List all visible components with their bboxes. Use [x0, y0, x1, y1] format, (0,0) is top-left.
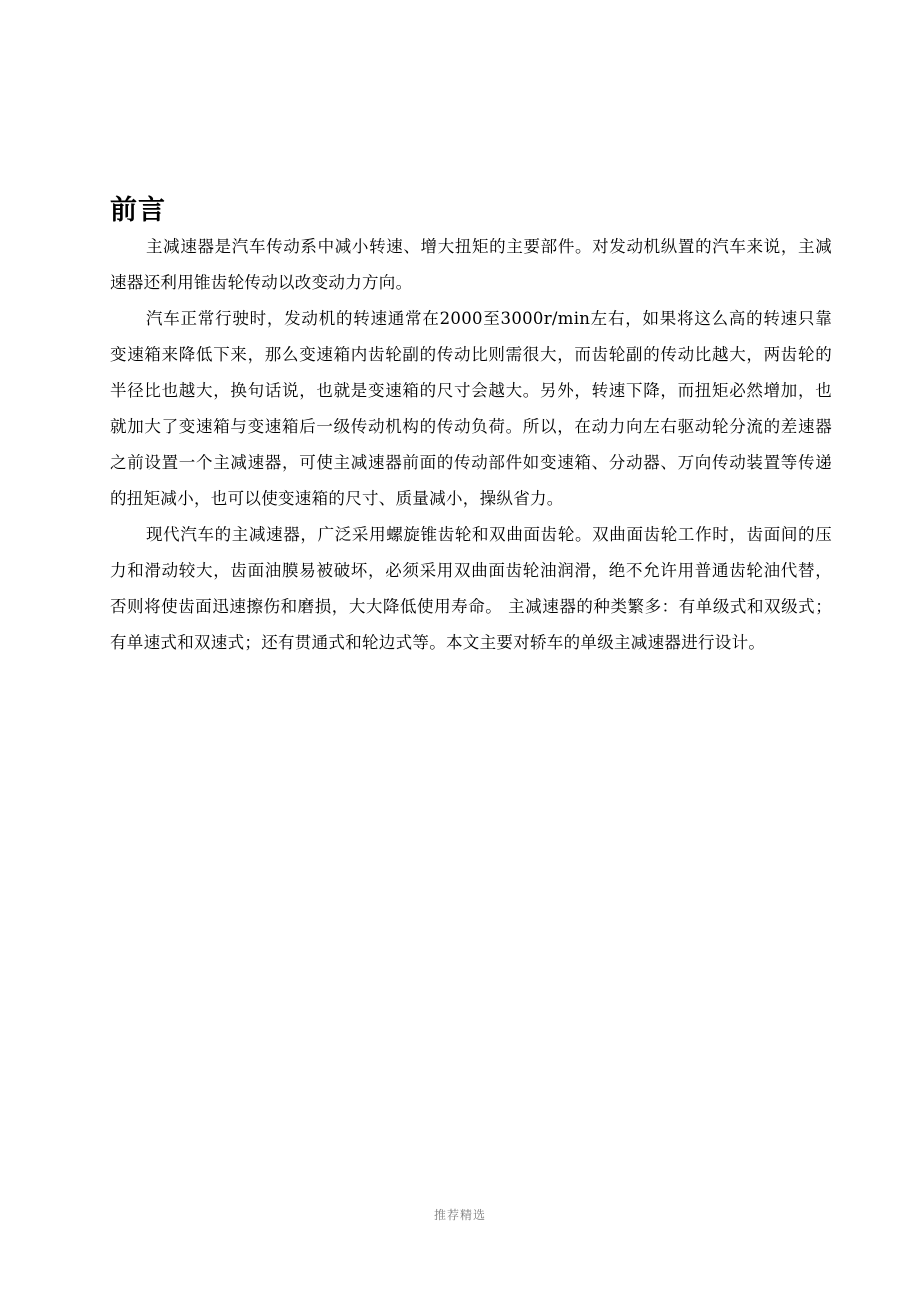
- paragraph-2: 汽车正常行驶时，发动机的转速通常在2000至3000r/min左右，如果将这么高的转速只靠变速箱来降低下来，那么变速箱内齿轮副的传动比则需很大，而齿轮副的传动比越大，两齿轮的半径比也越大，换句话说，也就是变速箱的尺寸会越大。另外，转速下降，而扭矩必然增加，也就加大了变速箱与变速箱后一级传动机构的传动负荷。所以，在动力向左右驱动轮分流的差速器之前设置一个主减速器，可使主减速器前面的传动部件如变速箱、分动器、万向传动装置等传递的扭矩减小，也可以使变速箱的尺寸、质量减小，操纵省力。: [110, 309, 832, 508]
- document-body: [110, 193, 832, 661]
- paragraph-3: 现代汽车的主减速器，广泛采用螺旋锥齿轮和双曲面齿轮。双曲面齿轮工作时，齿面间的压力和滑动较大，齿面油膜易被破坏，必须采用双曲面齿轮油润滑，绝不允许用普通齿轮油代替，否则将使齿面迅速擦伤和磨损，大大降低使用寿命。 主减速器的种类繁多：有单级式和双级式；有单速式和双速式；还有贯通式和轮边式等。本文主要对轿车的单级主减速器进行设计。: [110, 525, 832, 652]
- page-footer: 推荐精选: [433, 1208, 486, 1222]
- paragraph-1: 主减速器是汽车传动系中减小转速、增大扭矩的主要部件。对发动机纵置的汽车来说，主减速器还利用锥齿轮传动以改变动力方向。: [110, 237, 832, 292]
- section-heading: 前言: [110, 195, 166, 226]
